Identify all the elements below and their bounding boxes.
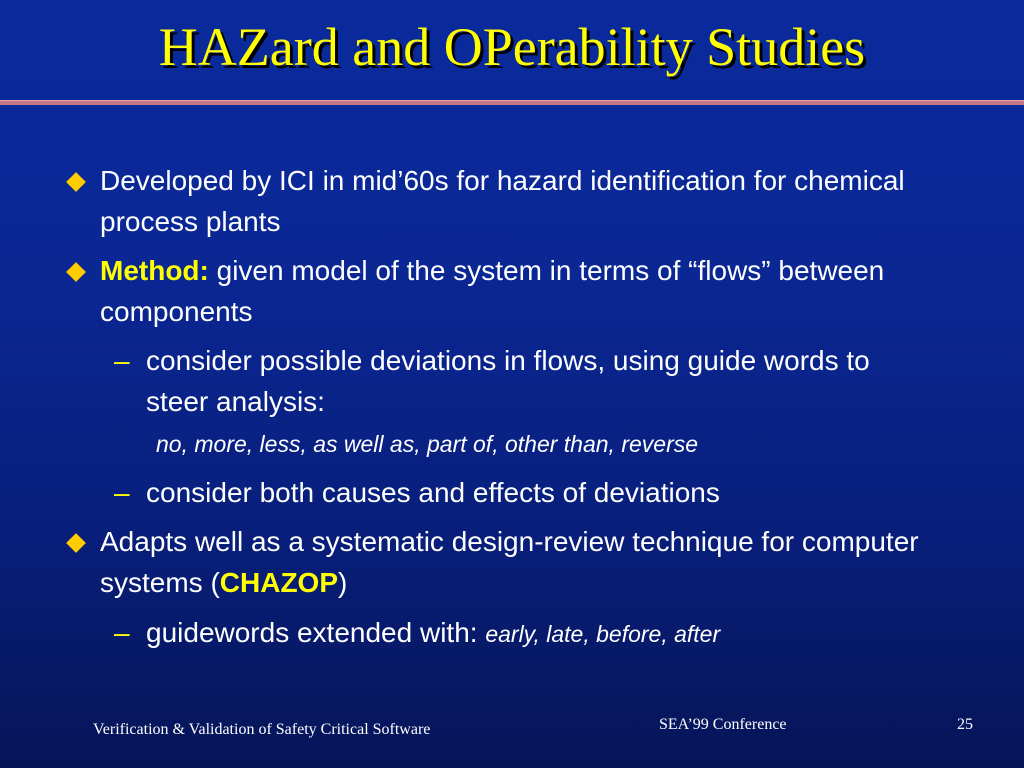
diamond-bullet-icon bbox=[66, 172, 86, 192]
sub-bullet-text: consider possible deviations in flows, using guide words to steer analysis: bbox=[146, 345, 870, 417]
guide-words-list: no, more, less, as well as, part of, other than, reverse bbox=[156, 431, 699, 457]
chazop-highlight: CHAZOP bbox=[219, 567, 339, 598]
method-text: given model of the system in terms of “flows” between components bbox=[100, 255, 885, 327]
method-label: Method: bbox=[100, 255, 209, 286]
guidewords-label: guidewords extended with: bbox=[146, 617, 486, 648]
dash-bullet-icon: – bbox=[114, 617, 130, 648]
sub-bullet-item bbox=[64, 340, 964, 422]
page-number: 25 bbox=[957, 716, 973, 733]
chazop-text-after: ) bbox=[338, 567, 348, 598]
bullet-item-2 bbox=[64, 250, 964, 332]
title-divider bbox=[0, 100, 1024, 105]
diamond-bullet-icon bbox=[66, 262, 86, 282]
sub-bullet-text: consider both causes and effects of deviations bbox=[146, 477, 720, 508]
footer-conference: SEA’99 Conference bbox=[659, 716, 787, 733]
sub-bullet-item bbox=[64, 472, 964, 513]
sub-bullet-item bbox=[64, 612, 964, 653]
chazop-text-before: Adapts well as a systematic design-review technique for computer systems ( bbox=[100, 526, 919, 598]
bullet-text: Developed by ICI in mid’60s for hazard identification for chemical process plants bbox=[100, 165, 905, 237]
footer-course-title: Verification & Validation of Safety Critical Software bbox=[93, 721, 431, 738]
bullet-item-3 bbox=[64, 521, 964, 603]
bullet-text bbox=[100, 250, 980, 332]
dash-bullet-icon: – bbox=[114, 477, 130, 508]
diamond-bullet-icon bbox=[66, 533, 86, 553]
slide-title: HAZard and OPerability Studies bbox=[158, 17, 866, 77]
guidewords-extended: early, late, before, after bbox=[485, 621, 721, 647]
sub-bullet-text bbox=[146, 612, 906, 655]
dash-bullet-icon: – bbox=[114, 345, 130, 376]
bullet-text bbox=[100, 521, 980, 603]
bullet-item-1 bbox=[64, 160, 964, 242]
